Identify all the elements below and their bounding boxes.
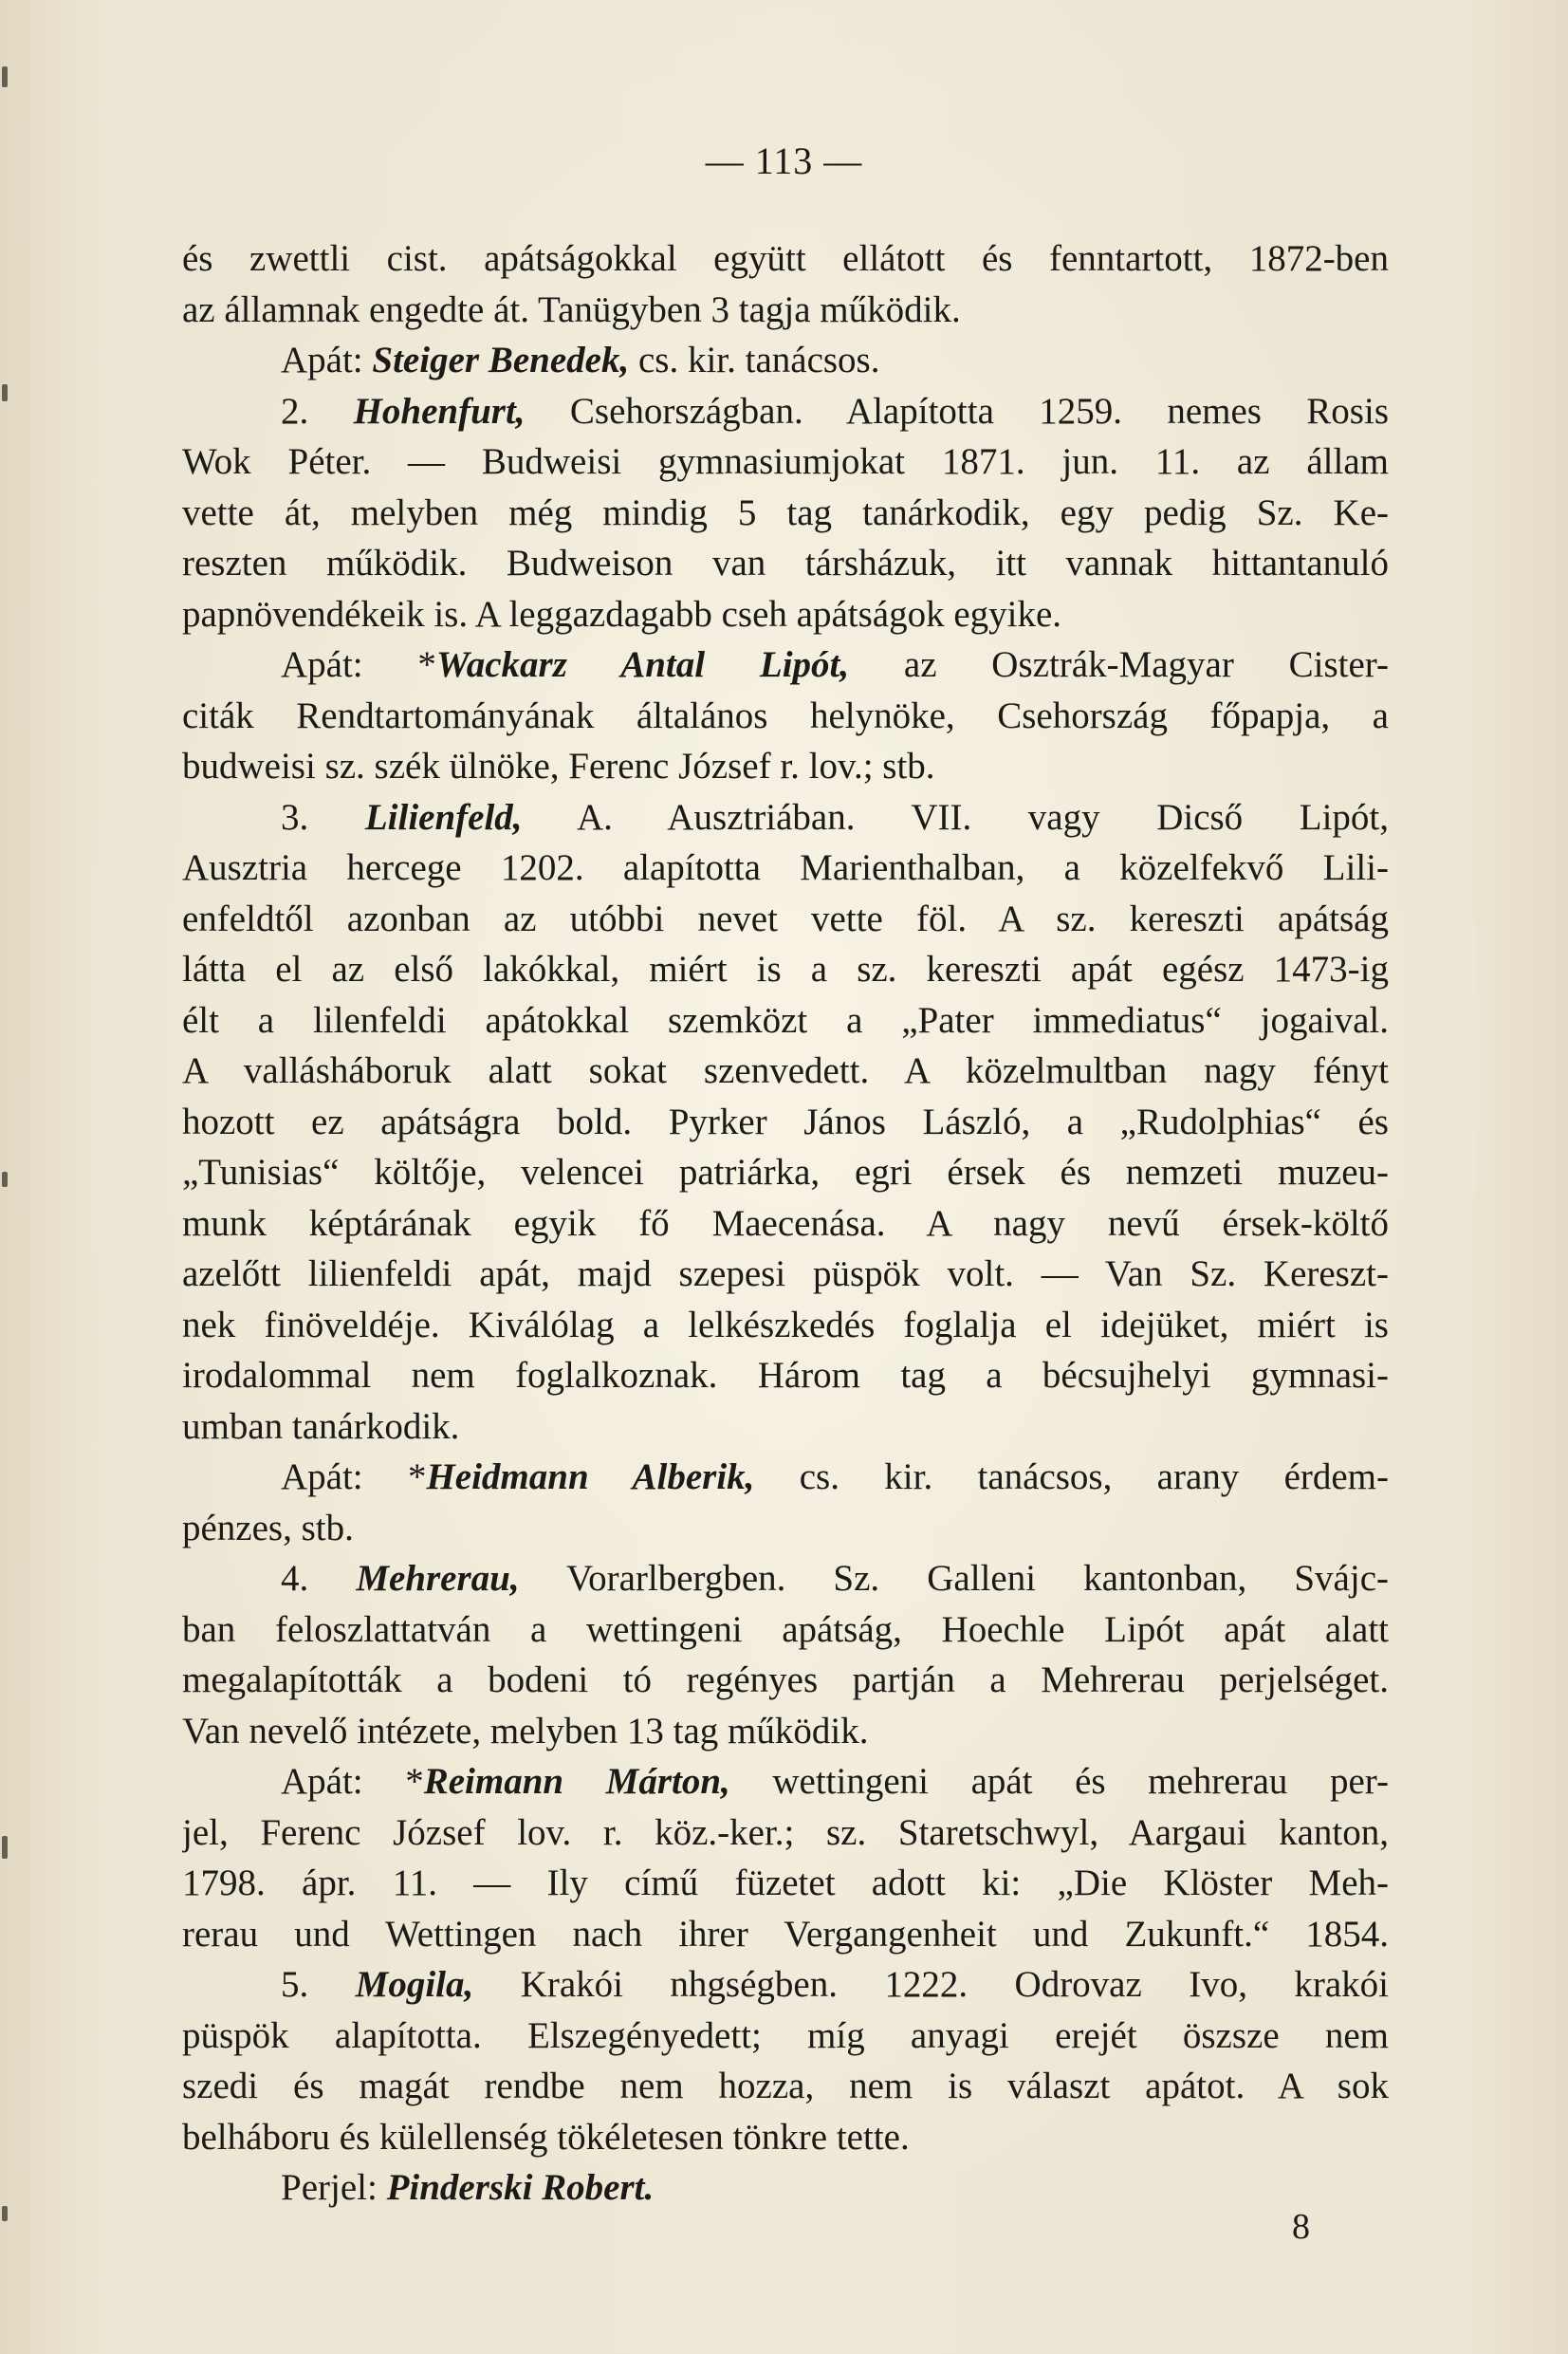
text-segment: Krakói nhgségben. 1222. Odrovaz Ivo, krakói xyxy=(473,1964,1389,2005)
text-segment: Van nevelő intézete, melyben 13 tag működik. xyxy=(182,1710,869,1752)
text-line xyxy=(182,1959,1389,2011)
text-line xyxy=(182,1756,1389,1807)
text-segment: megalapították a bodeni tó regényes partján a Mehrerau perjelséget. xyxy=(182,1659,1389,1700)
page-number: — 113 — xyxy=(705,139,863,182)
text-segment: 3. xyxy=(281,796,365,838)
text-line xyxy=(182,691,1389,742)
text-segment: citák Rendtartományának általános helynöke, Csehország főpapja, a xyxy=(182,695,1389,736)
text-segment: irodalommal nem foglalkoznak. Három tag a bécsujhelyi gymnasi- xyxy=(182,1355,1389,1396)
text-segment: cs. kir. tanácsos. xyxy=(629,340,880,380)
text-segment: 5. xyxy=(281,1964,356,2005)
text-line xyxy=(182,995,1389,1047)
text-line xyxy=(182,589,1389,640)
text-segment: umban tanárkodik. xyxy=(182,1405,460,1447)
text-segment: Ausztria hercege 1202. alapította Marienthalban, a közelfekvő Lili- xyxy=(182,847,1389,888)
text-segment: püspök alapította. Elszegényedett; míg anyagi erejét öszsze nem xyxy=(182,2014,1389,2056)
text-line xyxy=(182,1706,1389,1757)
text-segment: Perjel: xyxy=(281,2167,387,2208)
text-segment: 1798. ápr. 11. — Ily című füzetet adott ki: „Die Klöster Meh- xyxy=(182,1863,1389,1903)
text-segment: pénzes, stb. xyxy=(182,1507,354,1548)
text-line xyxy=(182,335,1389,386)
text-line xyxy=(182,944,1389,995)
text-segment: papnövendékeik is. A leggazdagabb cseh apátságok egyike. xyxy=(182,593,1062,635)
text-line xyxy=(182,1198,1389,1250)
text-line xyxy=(182,639,1389,691)
body-text xyxy=(182,233,1389,2214)
text-segment: az Osztrák-Magyar Cister- xyxy=(849,644,1389,685)
person-or-place-name: Wackarz Antal Lipót, xyxy=(435,644,850,685)
text-line xyxy=(182,2011,1389,2062)
text-line xyxy=(182,741,1389,792)
text-line xyxy=(182,1401,1389,1453)
text-line xyxy=(182,1655,1389,1706)
text-line xyxy=(182,386,1389,437)
text-segment: nek finöveldéje. Kiválólag a lelkészkedés foglalja el idejüket, miért is xyxy=(182,1304,1389,1345)
text-segment: vette át, melyben még mindig 5 tag tanárkodik, egy pedig Sz. Ke- xyxy=(182,491,1389,533)
text-segment: azelőtt lilienfeldi apát, majd szepesi püspök volt. — Van Sz. Kereszt- xyxy=(182,1253,1389,1294)
person-or-place-name: Pinderski Robert. xyxy=(386,2167,655,2208)
text-segment: enfeldtől azonban az utóbbi nevet vette föl. A sz. kereszti apátság xyxy=(182,898,1389,939)
text-line xyxy=(182,1503,1389,1554)
text-segment: reszten működik. Budweison van társházuk, itt vannak hittantanuló xyxy=(182,543,1389,584)
text-segment: wettingeni apát és mehrerau per- xyxy=(729,1761,1389,1802)
text-line xyxy=(182,1452,1389,1503)
text-line xyxy=(182,1300,1389,1351)
text-line xyxy=(182,2061,1389,2112)
margin-mark xyxy=(2,1172,8,1187)
text-segment: 2. xyxy=(281,390,354,432)
person-or-place-name: Heidmann Alberik, xyxy=(426,1456,755,1497)
text-line xyxy=(182,1553,1389,1604)
text-line xyxy=(182,2112,1389,2163)
text-segment: A. Ausztriában. VII. vagy Dicső Lipót, xyxy=(522,796,1389,838)
person-or-place-name: Hohenfurt, xyxy=(353,390,526,432)
text-line xyxy=(182,1097,1389,1148)
text-segment: Wok Péter. — Budweisi gymnasiumjokat 1871. jun. 11. az állam xyxy=(182,441,1389,482)
person-or-place-name: Reimann Márton, xyxy=(423,1761,730,1802)
text-segment: „Tunisias“ költője, velencei patriárka, egri érsek és nemzeti muzeu- xyxy=(182,1152,1389,1193)
text-line xyxy=(182,233,1389,285)
person-or-place-name: Mehrerau, xyxy=(356,1558,520,1599)
text-line xyxy=(182,1350,1389,1401)
text-segment: hozott ez apátságra bold. Pyrker János László, a „Rudolphias“ és xyxy=(182,1101,1389,1142)
text-segment: az államnak engedte át. Tanügyben 3 tagja működik. xyxy=(182,288,961,330)
margin-mark xyxy=(2,2206,8,2221)
person-or-place-name: Steiger Benedek, xyxy=(372,340,630,380)
margin-mark xyxy=(2,384,8,401)
text-segment: munk képtárának egyik fő Maecenása. A nagy nevű érsek-költő xyxy=(182,1202,1389,1244)
text-line xyxy=(182,894,1389,945)
text-line xyxy=(182,843,1389,894)
text-segment: belháboru és külellenség tökéletesen tönkre tette. xyxy=(182,2116,910,2158)
text-line xyxy=(182,1249,1389,1300)
text-line xyxy=(182,436,1389,488)
person-or-place-name: Mogila, xyxy=(355,1964,474,2005)
margin-mark xyxy=(2,66,8,87)
text-segment: Apát: * xyxy=(281,1761,424,1802)
text-segment: ban feloszlattatván a wettingeni apátság, Hoechle Lipót apát alatt xyxy=(182,1608,1389,1650)
text-line xyxy=(182,1046,1389,1097)
text-segment: Apát: * xyxy=(281,1456,427,1497)
text-segment: rerau und Wettingen nach ihrer Vergangenheit und Zukunft.“ 1854. xyxy=(182,1913,1389,1955)
text-line xyxy=(182,285,1389,336)
text-segment: Vorarlbergben. Sz. Galleni kantonban, Svájc- xyxy=(519,1558,1389,1599)
text-segment: élt a lilenfeldi apátokkal szemközt a „Pater immediatus“ jogaival. xyxy=(182,999,1389,1041)
text-line xyxy=(182,1858,1389,1909)
text-line xyxy=(182,538,1389,589)
text-segment: jel, Ferenc József lov. r. köz.-ker.; sz. Staretschwyl, Aargaui kanton, xyxy=(182,1811,1389,1853)
signature-mark: 8 xyxy=(1292,2207,1310,2247)
text-segment: szedi és magát rendbe nem hozza, nem is választ apátot. A sok xyxy=(182,2066,1389,2106)
person-or-place-name: Lilienfeld, xyxy=(364,796,523,838)
text-segment: Csehországban. Alapította 1259. nemes Rosis xyxy=(525,390,1389,432)
text-segment: Apát: * xyxy=(281,644,436,685)
text-segment: Apát: xyxy=(281,340,373,380)
text-segment: A vallásháboruk alatt sokat szenvedett. A közelmultban nagy fényt xyxy=(182,1050,1389,1091)
text-line xyxy=(182,1147,1389,1198)
text-line xyxy=(182,792,1389,843)
text-segment: budweisi sz. szék ülnöke, Ferenc József r. lov.; stb. xyxy=(182,746,935,787)
text-segment: 4. xyxy=(281,1558,357,1599)
text-line xyxy=(182,1807,1389,1859)
text-line xyxy=(182,488,1389,539)
margin-mark xyxy=(2,1836,8,1859)
text-line xyxy=(182,2162,1389,2214)
text-segment: látta el az első lakókkal, miért is a sz. kereszti apát egész 1473-ig xyxy=(182,949,1389,990)
text-line xyxy=(182,1909,1389,1960)
text-segment: cs. kir. tanácsos, arany érdem- xyxy=(754,1456,1389,1497)
text-segment: és zwettli cist. apátságokkal együtt ellátott és fenntartott, 1872-ben xyxy=(182,238,1389,279)
text-line xyxy=(182,1604,1389,1656)
